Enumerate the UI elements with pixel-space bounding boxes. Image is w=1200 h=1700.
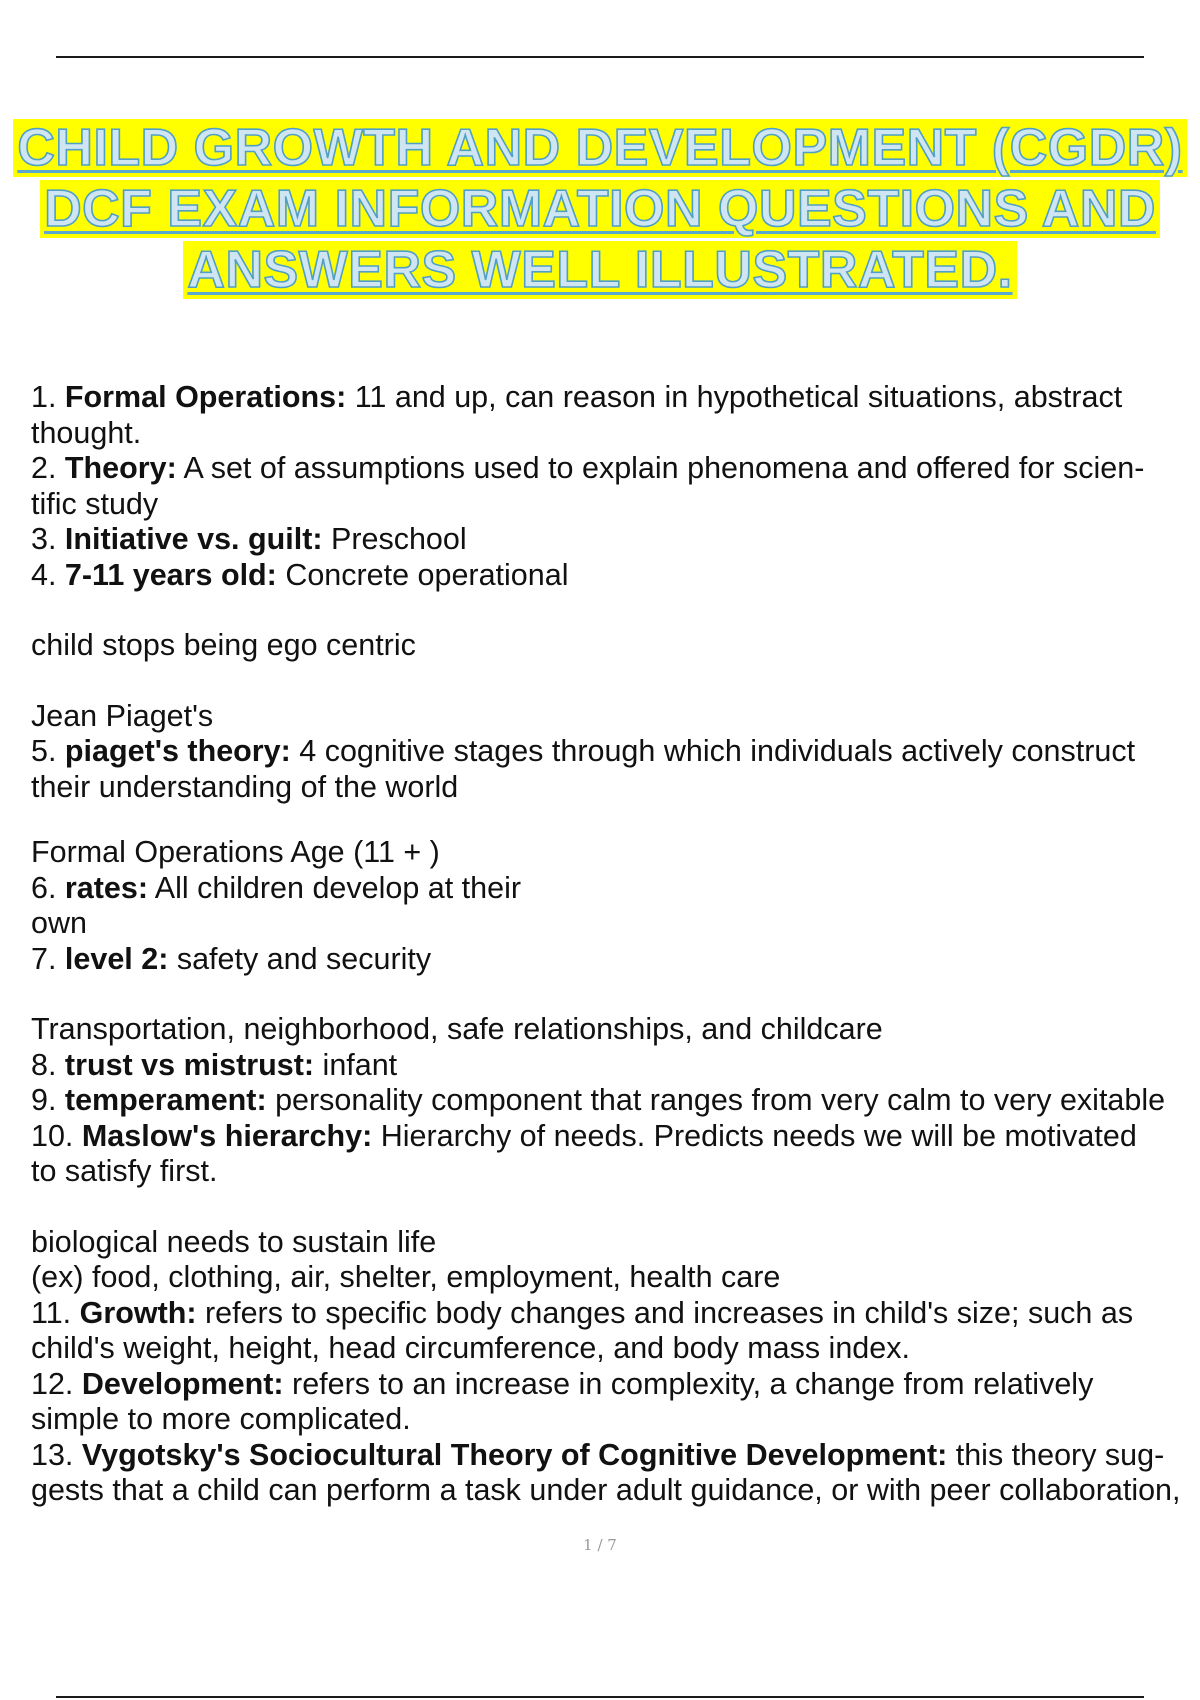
page-number: 1 / 7 — [583, 1536, 617, 1554]
list-item: 9. temperament: personality component that ranges from very calm to very exitable — [31, 1083, 1166, 1117]
list-item-continuation: to satisfy first. — [31, 1154, 218, 1188]
qa-list — [31, 380, 1197, 1509]
list-item-note: Formal Operations Age (11 + ) — [31, 835, 440, 869]
list-item-note: biological needs to sustain life — [31, 1224, 437, 1259]
list-item-continuation: their understanding of the world — [31, 769, 459, 804]
document-title — [0, 118, 1200, 301]
list-item-continuation: own — [31, 906, 87, 940]
list-item: 3. Initiative vs. guilt: Preschool — [31, 522, 467, 556]
list-item-continuation: child's weight, height, head circumference, and body mass index. — [31, 1331, 910, 1365]
list-item: 5. piaget's theory: 4 cognitive stages through which individuals actively construct — [31, 734, 1136, 768]
list-item: 12. Development: refers to an increase in complexity, a change from relatively — [31, 1366, 1094, 1401]
title-line-2: DCF EXAM INFORMATION QUESTIONS AND — [40, 180, 1160, 238]
list-item-note: Transportation, neighborhood, safe relationships, and childcare — [31, 1012, 883, 1046]
list-item: 7. level 2: safety and security — [31, 941, 432, 976]
title-line-1: CHILD GROWTH AND DEVELOPMENT (CGDR) — [13, 119, 1186, 177]
list-item: 4. 7-11 years old: Concrete operational — [31, 557, 569, 592]
list-item-continuation: simple to more complicated. — [31, 1402, 411, 1436]
list-item-note: (ex) food, clothing, air, shelter, employment, health care — [31, 1260, 781, 1294]
top-rule — [56, 56, 1144, 58]
list-item: 1. Formal Operations: 11 and up, can reason in hypothetical situations, abstract — [31, 380, 1123, 414]
list-item: 13. Vygotsky's Sociocultural Theory of Cognitive Development: this theory sug- — [31, 1437, 1165, 1472]
bottom-rule — [56, 1696, 1144, 1698]
list-item: 6. rates: All children develop at their — [31, 870, 521, 905]
list-item: 8. trust vs mistrust: infant — [31, 1047, 398, 1082]
list-item-note: child stops being ego centric — [31, 628, 416, 662]
list-item-continuation: thought. — [31, 415, 142, 450]
list-item-continuation: gests that a child can perform a task under adult guidance, or with peer collaboration, — [31, 1473, 1181, 1507]
title-line-3: ANSWERS WELL ILLUSTRATED. — [183, 241, 1016, 299]
list-item: 11. Growth: refers to specific body changes and increases in child's size; such as — [31, 1295, 1134, 1330]
list-item: 10. Maslow's hierarchy: Hierarchy of needs. Predicts needs we will be motivated — [31, 1118, 1137, 1153]
list-item: 2. Theory: A set of assumptions used to explain phenomena and offered for scien- — [31, 451, 1145, 485]
list-item-continuation: tific study — [31, 486, 159, 521]
list-item-note: Jean Piaget's — [31, 698, 214, 733]
